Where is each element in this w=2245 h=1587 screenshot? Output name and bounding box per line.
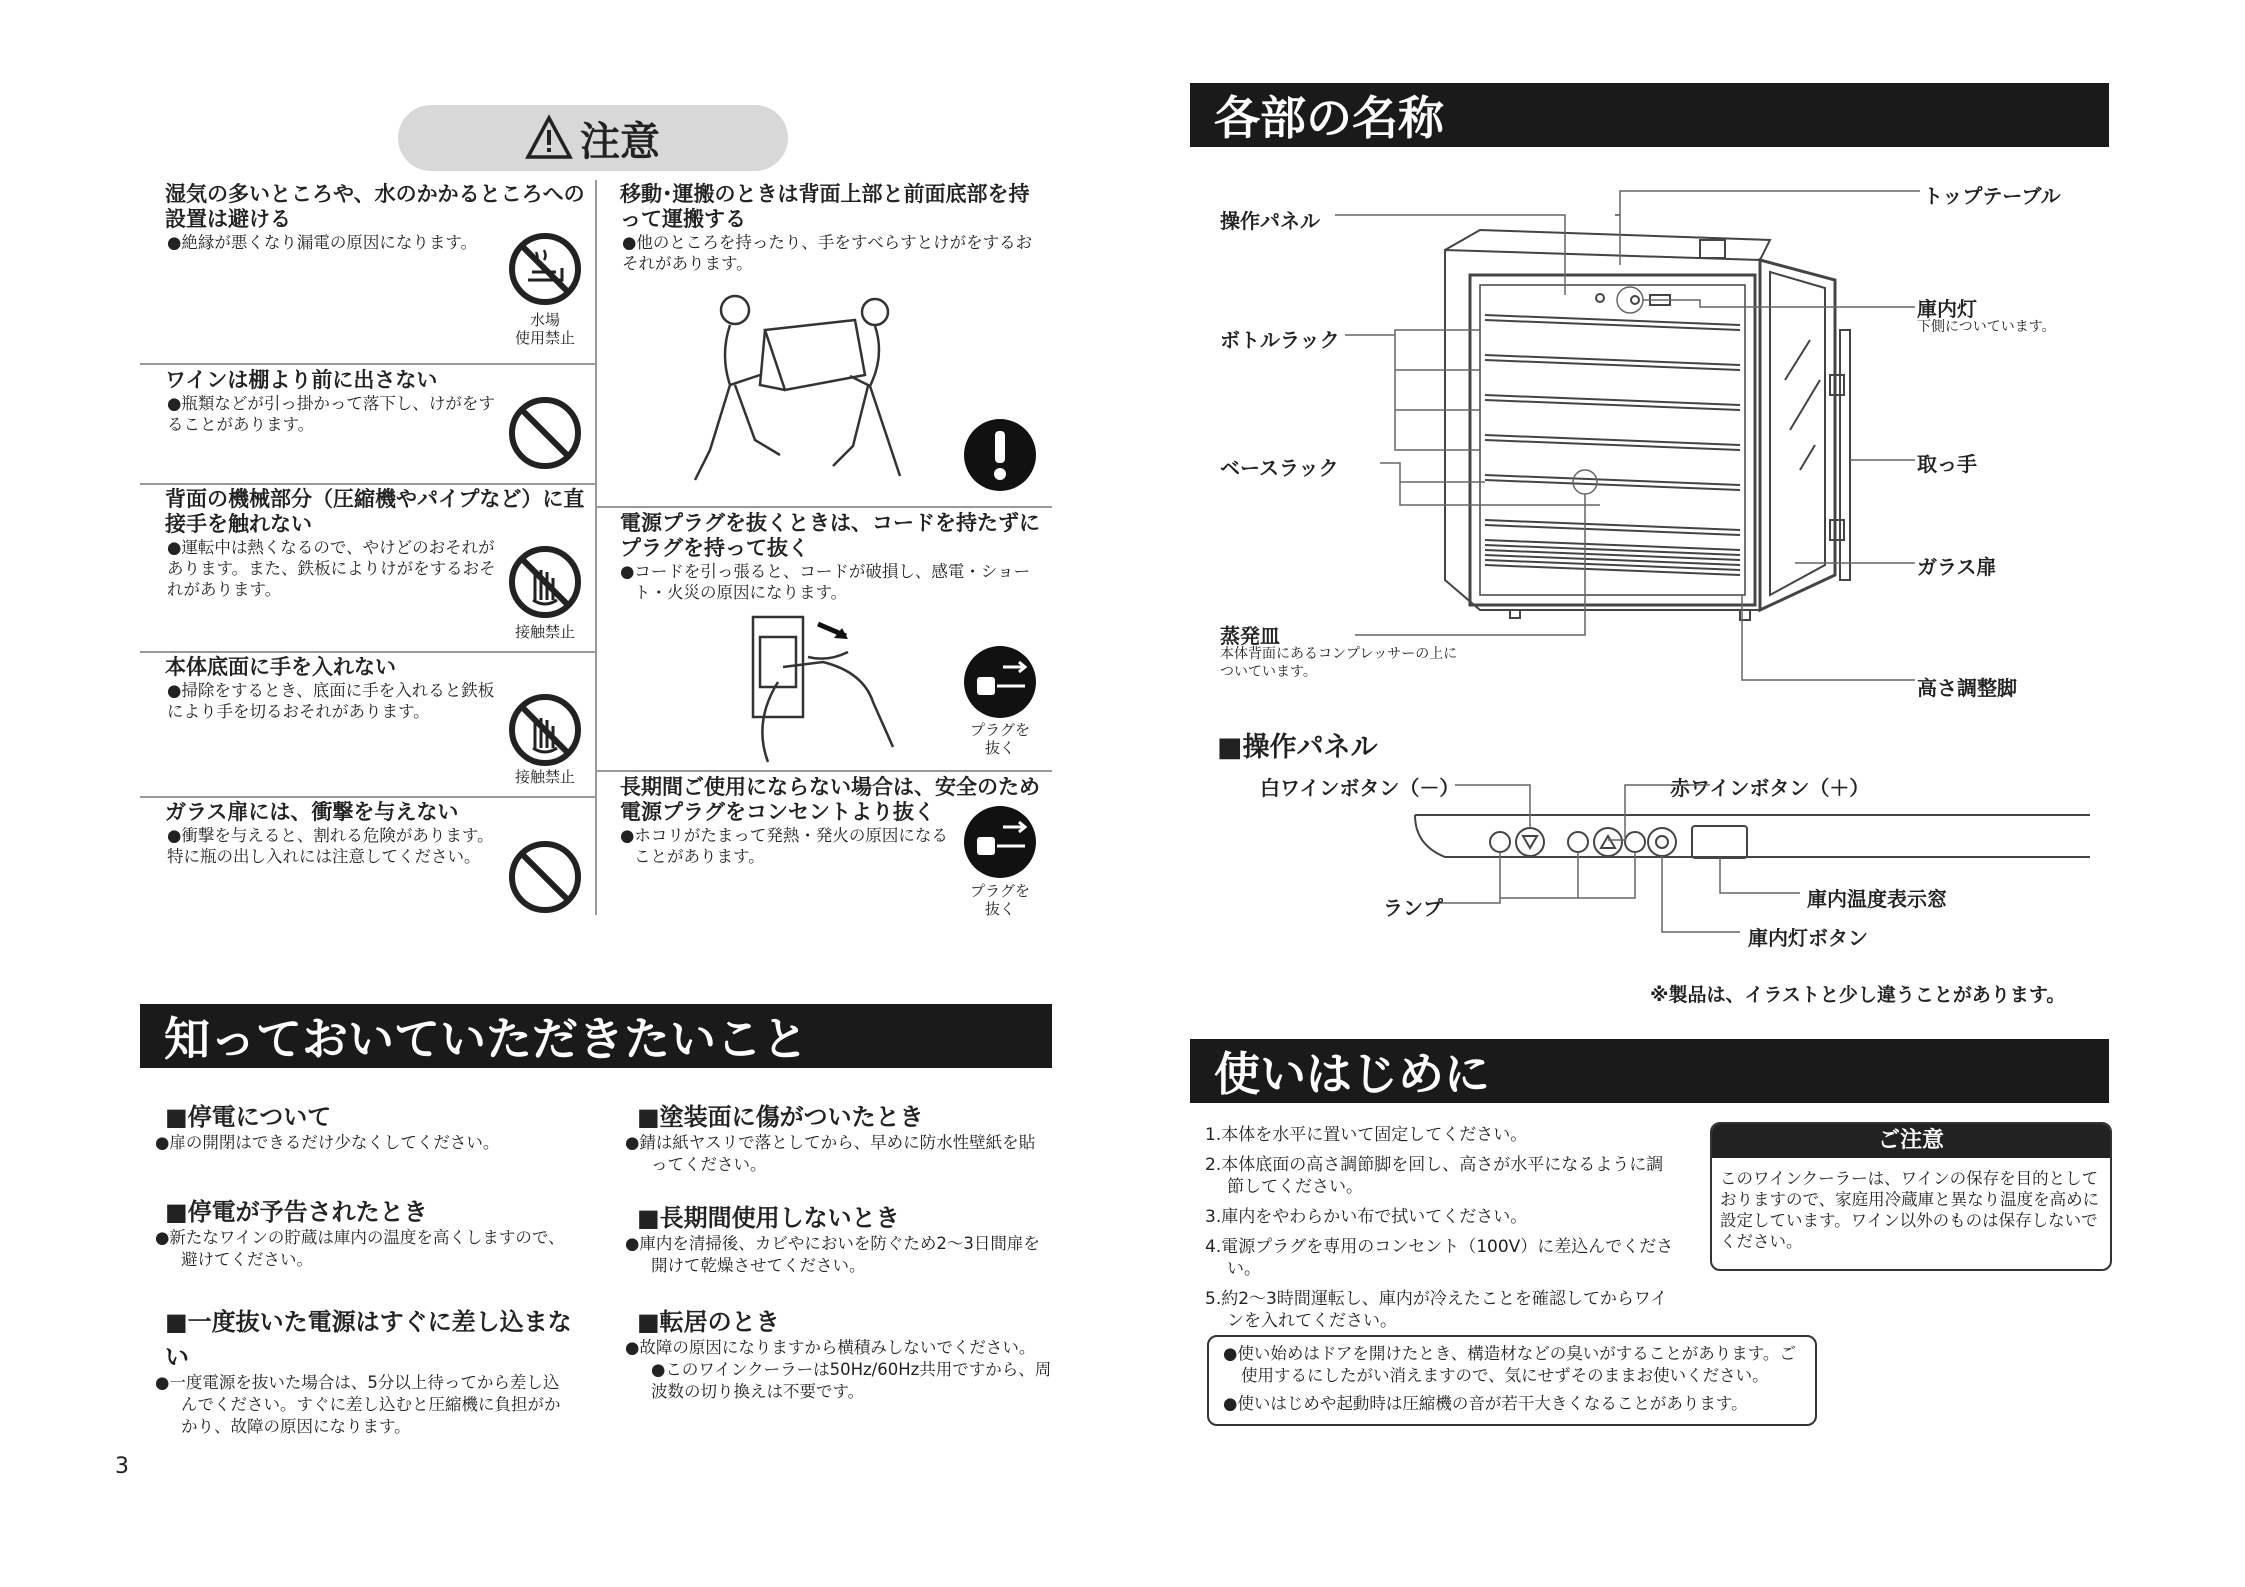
know-item (625, 1198, 1045, 1277)
caution-box-body: このワインクーラーは、ワインの保存を目的としておりますので、家庭用冷蔵庫と異なり温度を高めに設定しています。ワイン以外のものは保存しないでください。 (1720, 1169, 2100, 1251)
start-step: 5.約2〜3時間運転し、庫内が冷えたことを確認してからワインを入れてください。 (1205, 1289, 1668, 1331)
know-body: ●新たなワインの貯蔵は庫内の温度を高くしますので、避けてください。 (155, 1228, 565, 1269)
caution-heading: ガラス扉には、衝撃を与えない (165, 800, 459, 824)
divider (140, 363, 595, 365)
prohibited-icon (508, 840, 582, 914)
caution-heading: 湿気の多いところや、水のかかるところへの設置は避ける (165, 182, 585, 231)
caution-body: ●絶縁が悪くなり漏電の原因になります。 (167, 233, 478, 252)
start-step: 1.本体を水平に置いて固定してください。 (1205, 1125, 1528, 1145)
know-item (155, 1192, 575, 1271)
know-body: ●一度電源を抜いた場合は、5分以上待ってから差し込んでください。すぐに差し込むと圧縮機に負担がかかり、故障の原因になります。 (155, 1373, 561, 1436)
caution-body: ●コードを引っ張ると、コードが破損し、感電・ショート・火災の原因になります。 (620, 562, 1031, 602)
label-evaporation-tray-sub: 本体背面にあるコンプレッサーの上についています。 (1220, 646, 1458, 680)
start-step: 2.本体底面の高さ調節脚を回し、高さが水平になるように調節してください。 (1205, 1155, 1664, 1197)
label-base-rack: ベースラック (1220, 456, 1339, 480)
page-number: 3 (115, 1454, 129, 1479)
know-item (625, 1302, 1055, 1403)
label-temp-window: 庫内温度表示窓 (1807, 887, 1947, 911)
no-water-icon (508, 232, 582, 306)
label-red-wine-button: 赤ワインボタン（＋） (1670, 776, 1870, 800)
start-step: 3.庫内をやわらかい布で拭いてください。 (1205, 1207, 1528, 1227)
label-height-foot: 高さ調整脚 (1917, 676, 2017, 700)
illustration-note: ※製品は、イラストと少し違うことがあります。 (1650, 984, 2066, 1006)
know-heading: ■一度抜いた電源はすぐに差し込まない (165, 1308, 572, 1371)
divider (597, 506, 1052, 508)
know-body: ●庫内を清掃後、カビやにおいを防ぐため2〜3日間扉を開けて乾燥させてください。 (625, 1234, 1040, 1275)
unplug-icon (963, 645, 1037, 719)
icon-label: 水場 使用禁止 (514, 311, 575, 347)
label-light-button: 庫内灯ボタン (1748, 926, 1868, 950)
label-handle: 取っ手 (1917, 452, 1977, 476)
icon-label: 接触禁止 (514, 623, 575, 641)
start-title: 使いはじめに (1190, 1039, 2109, 1103)
prohibited-icon (508, 396, 582, 470)
label-control-panel: 操作パネル (1220, 209, 1320, 233)
know-item (155, 1097, 595, 1154)
know-body: ●扉の開閉はできるだけ少なくしてください。 (155, 1133, 500, 1152)
label-interior-light-sub: 下側についています。 (1917, 319, 2056, 335)
carrying-illustration (690, 290, 920, 485)
caution-body: ●衝撃を与えると、割れる危険があります。特に瓶の出し入れには注意してください。 (167, 826, 494, 866)
caution-body: ●ホコリがたまって発熱・発火の原因になることがあります。 (620, 826, 948, 866)
caution-box-title: ご注意 (1712, 1124, 2110, 1158)
icon-label: 接触禁止 (514, 768, 575, 786)
know-title: 知っておいていただきたいこと (140, 1004, 1052, 1068)
column-divider (595, 180, 597, 915)
label-glass-door: ガラス扉 (1917, 555, 1997, 579)
know-body: ●故障の原因になりますから横積みしないでください。 ●このワインクーラーは50Hz/60Hz共用ですから、周波数の切り換えは不要です。 (625, 1338, 1052, 1401)
caution-body: ●掃除をするとき、底面に手を入れると鉄板により手を切るおそれがあります。 (167, 681, 495, 721)
no-touch-icon (508, 545, 582, 619)
label-bottle-rack: ボトルラック (1220, 328, 1340, 352)
caution-item-move (620, 182, 1040, 274)
know-item (155, 1302, 575, 1438)
label-lamp: ランプ (1383, 896, 1443, 920)
warning-icon (526, 115, 572, 161)
start-notes-box (1207, 1335, 1817, 1426)
caution-item-plug (620, 511, 1040, 603)
label-top-table: トップテーブル (1923, 184, 2061, 208)
start-step: 4.電源プラグを専用のコンセント（100V）に差込んでください。 (1205, 1237, 1674, 1279)
start-note: ●使い始めはドアを開けたとき、構造材などの臭いがすることがあります。ご使用するにしたがい消えますので、気にせずそのままお使いください。 (1223, 1344, 1796, 1385)
caution-heading: 長期間ご使用にならない場合は、安全のため電源プラグをコンセントより抜く (620, 775, 1040, 824)
start-steps (1205, 1124, 1675, 1332)
parts-title: 各部の名称 (1190, 83, 2109, 147)
label-white-wine-button: 白ワインボタン（－） (1260, 776, 1460, 800)
start-note: ●使いはじめや起動時は圧縮機の音が若干大きくなることがあります。 (1223, 1394, 1748, 1413)
plug-illustration (748, 612, 908, 762)
caution-heading: ワインは棚より前に出さない (165, 368, 438, 392)
know-item (625, 1097, 1045, 1176)
know-heading: ■停電について (165, 1103, 332, 1131)
divider (597, 770, 1052, 772)
divider (140, 483, 595, 485)
caution-body: ●運転中は熱くなるので、やけどのおそれがあります。また、鉄板によりけがをするおそれがあります。 (167, 538, 496, 599)
caution-header (398, 105, 788, 171)
caution-heading: 移動･運搬のときは背面上部と前面底部を持って運搬する (620, 182, 1030, 231)
no-touch-icon (508, 693, 582, 767)
caution-heading: 背面の機械部分（圧縮機やパイプなど）に直接手を触れない (165, 487, 585, 536)
know-heading: ■塗装面に傷がついたとき (637, 1103, 924, 1131)
icon-label: プラグを 抜く (969, 721, 1030, 757)
icon-label: プラグを 抜く (969, 882, 1030, 918)
caution-heading: 本体底面に手を入れない (165, 655, 396, 679)
unplug-icon (963, 805, 1037, 879)
caution-box (1710, 1122, 2112, 1271)
label-evaporation-tray: 蒸発皿 (1220, 624, 1280, 648)
caution-body: ●他のところを持ったり、手をすべらすとけがをするおそれがあります。 (622, 233, 1033, 273)
know-body: ●錆は紙ヤスリで落としてから、早めに防水性壁紙を貼ってください。 (625, 1133, 1036, 1174)
divider (140, 796, 595, 798)
caution-title: 注意 (580, 118, 660, 165)
caution-heading: 電源プラグを抜くときは、コードを持たずにプラグを持って抜く (620, 511, 1040, 560)
label-interior-light: 庫内灯 (1917, 297, 1977, 321)
divider (140, 651, 595, 653)
know-heading: ■停電が予告されたとき (165, 1198, 428, 1226)
know-heading: ■長期間使用しないとき (637, 1204, 900, 1232)
caution-body: ●瓶類などが引っ掛かって落下し、けがをすることがあります。 (167, 394, 495, 434)
panel-title: ■操作パネル (1217, 732, 1378, 763)
know-heading: ■転居のとき (637, 1308, 780, 1336)
mandatory-icon (963, 418, 1037, 492)
